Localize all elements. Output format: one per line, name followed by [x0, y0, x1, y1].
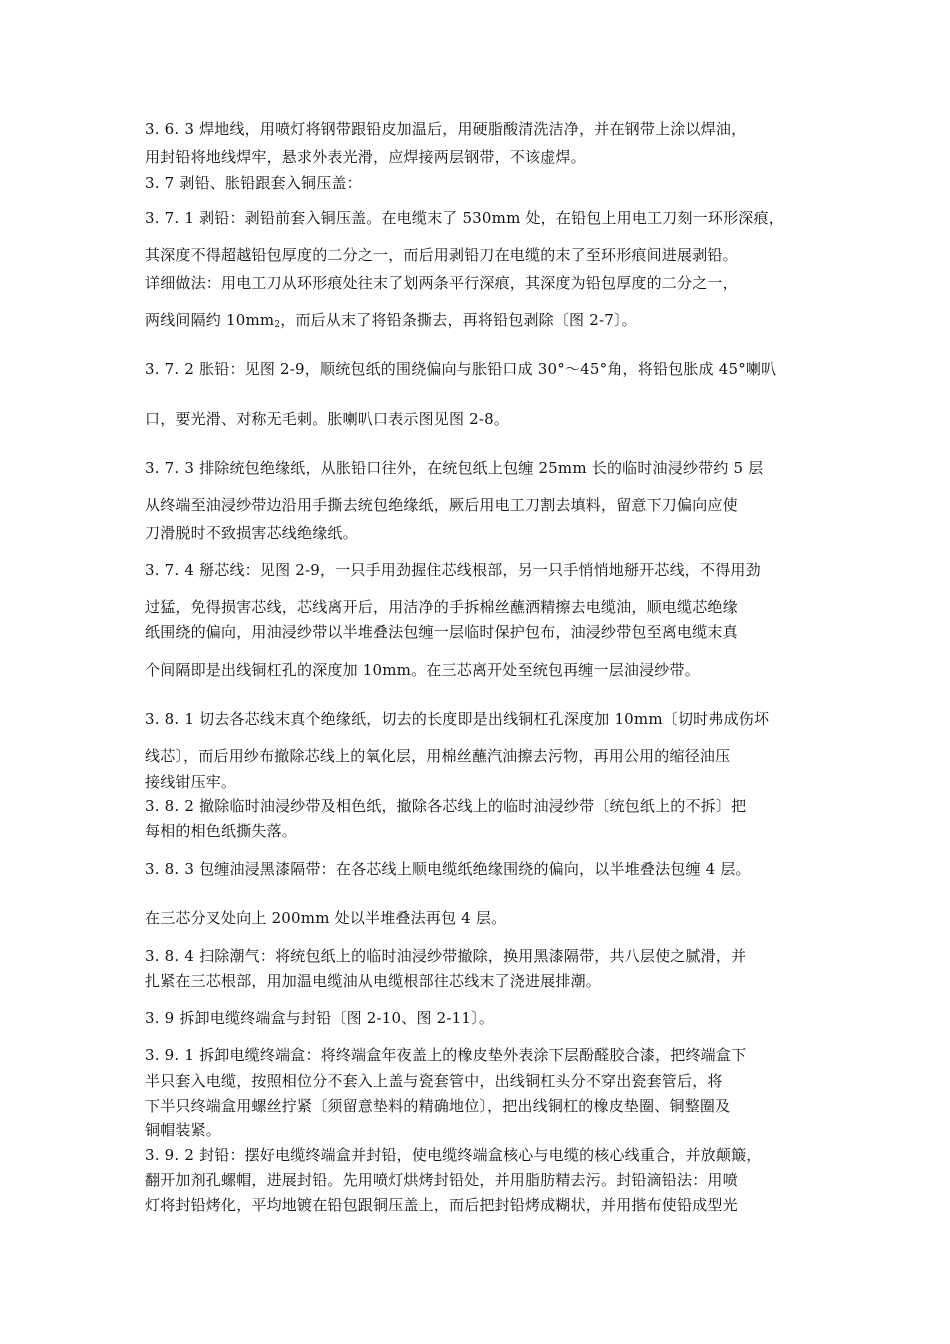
text-line: 3. 7. 1 剥铅：剥铅前套入铜压盖。在电缆末了 530mm 处，在铅包上用电工刀刻一环形深痕，: [145, 209, 784, 227]
text-line: 灯将封铅烤化，平均地镀在铅包跟铜压盖上，而后把封铅烤成糊状，并用揩布使铅成型光: [145, 1196, 738, 1214]
text-line: 3. 7. 4 掰芯线：见图 2-9，一只手用劲握住芯线根部，另一只手悄悄地掰开芯线，不得用劲: [145, 561, 761, 579]
text-line: 3. 9. 1 拆卸电缆终端盒：将终端盒年夜盖上的橡皮垫外表涂下层酚醛胶合漆，把终端盒下: [145, 1046, 747, 1064]
text-line: 接线钳压牢。: [145, 773, 237, 791]
text-line: 3. 8. 3 包缠油浸黑漆隔带：在各芯线上顺电缆纸绝缘围绕的偏向，以半堆叠法包缠 4 层。: [145, 860, 751, 878]
text-line: 3. 6. 3 焊地线，用喷灯将钢带跟铅皮加温后，用硬脂酸清洗洁净，并在钢带上涂以焊油，: [145, 120, 747, 138]
text-line: 3. 8. 2 撤除临时油浸纱带及相色纸，撤除各芯线上的临时油浸纱带〔统包纸上的不拆〕把: [145, 797, 747, 815]
text-line: 3. 8. 4 扫除潮气：将统包纸上的临时油浸纱带撤除，换用黑漆隔带，共八层使之腻滑，并: [145, 947, 747, 965]
text-line: 线芯〕，而后用纱布撤除芯线上的氧化层，用棉丝蘸汽油擦去污物，再用公用的缩径油压: [145, 747, 731, 765]
text-line: 用封铅将地线焊牢，悬求外表光滑，应焊接两层钢带，不该虚焊。: [145, 148, 586, 166]
text-line: 3. 7. 2 胀铅：见图 2-9，顺统包纸的围绕偏向与胀铅口成 30°～45°角，将铅包胀成 45°喇叭: [145, 360, 777, 378]
text-line: 详细做法：用电工刀从环形痕处往末了划两条平行深痕，其深度为铅包厚度的二分之一，: [145, 274, 738, 292]
text-line: 下半只终端盒用螺丝拧紧〔须留意垫料的精确地位〕，把出线铜杠的橡皮垫圈、铜整圈及: [145, 1097, 731, 1115]
text-run: 两线间隔约 10mm: [145, 311, 275, 329]
text-line: 翻开加剂孔螺帽，进展封铅。先用喷灯烘烤封铅处，并用脂肪精去污。封铅滴铅法：用喷: [145, 1171, 738, 1189]
text-line: 在三芯分叉处向上 200mm 处以半堆叠法再包 4 层。: [145, 909, 507, 927]
text-run: ，而后从末了将铅条撕去，再将铅包剥除〔图 2-7〕。: [280, 311, 637, 329]
text-line: 过猛，免得损害芯线，芯线离开后，用洁净的手拆棉丝蘸洒精擦去电缆油，顺电缆芯绝缘: [145, 598, 738, 616]
text-line: 刀滑脱时不致损害芯线绝缘纸。: [145, 524, 358, 542]
text-line: 扎紧在三芯根部，用加温电缆油从电缆根部往芯线末了浇进展排潮。: [145, 972, 602, 990]
text-line: 铜帽装紧。: [145, 1121, 222, 1139]
text-line: 个间隔即是出线铜杠孔的深度加 10mm。在三芯离开处至统包再缠一层油浸纱带。: [145, 661, 700, 679]
text-line: 3. 9 拆卸电缆终端盒与封铅〔图 2-10、图 2-11〕。: [145, 1009, 495, 1027]
text-line: 从终端至油浸纱带边沿用手撕去统包绝缘纸，厥后用电工刀割去填料，留意下刀偏向应使: [145, 496, 738, 514]
text-line: 3. 8. 1 切去各芯线末真个绝缘纸，切去的长度即是出线铜杠孔深度加 10mm〔切时弗成伤坏: [145, 710, 770, 728]
text-line: 纸围绕的偏向，用油浸纱带以半堆叠法包缠一层临时保护包布，油浸纱带包至离电缆末真: [145, 623, 738, 641]
text-line: 3. 9. 2 封铅：摆好电缆终端盒并封铅，使电缆终端盒核心与电缆的核心线重合，并放颠簸，: [145, 1146, 762, 1164]
text-line: 半只套入电缆，按照相位分不套入上盖与瓷套管中，出线铜杠头分不穿出瓷套管后，将: [145, 1072, 723, 1090]
text-line: [145, 310, 637, 335]
subscript: 2: [274, 320, 281, 330]
text-line: 3. 7 剥铅、胀铅跟套入铜压盖：: [145, 174, 362, 192]
text-line: 每相的相色纸撕失落。: [145, 822, 298, 840]
text-line: 3. 7. 3 排除统包绝缘纸，从胀铅口往外，在统包纸上包缠 25mm 长的临时油浸纱带约 5 层: [145, 459, 764, 477]
text-line: 其深度不得超越铅包厚度的二分之一，而后用剥铅刀在电缆的末了至环形痕间进展剥铅。: [145, 246, 738, 264]
text-line: 口，要光滑、对称无毛刺。胀喇叭口表示图见图 2-8。: [145, 410, 510, 428]
